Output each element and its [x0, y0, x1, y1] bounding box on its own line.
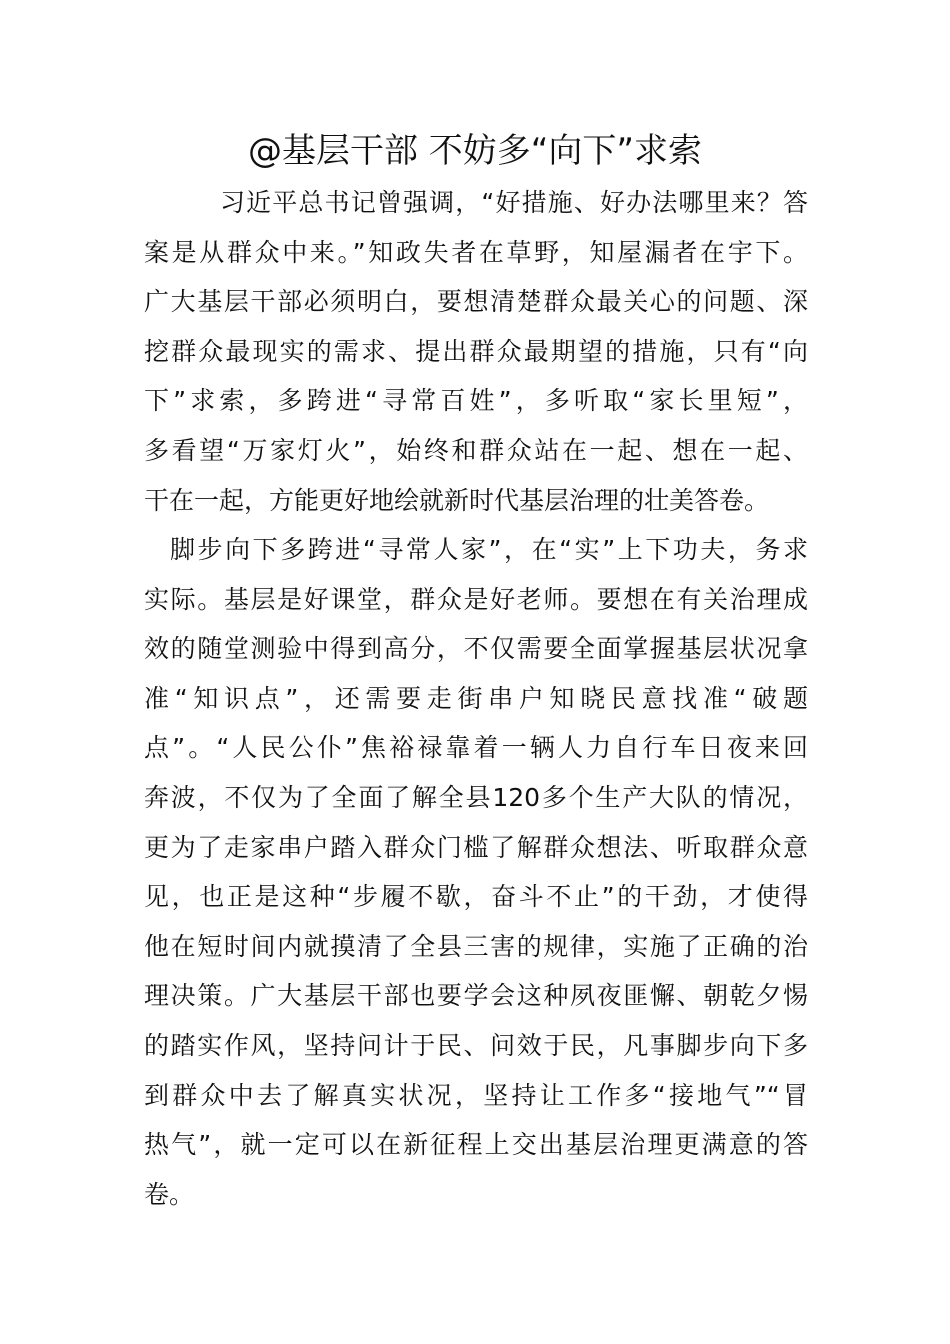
paragraph-1 [144, 178, 808, 525]
paragraph-line: 他在短时间内就摸清了全县三害的规律，实施了正确的治 [144, 931, 808, 961]
paragraph-2 [144, 525, 808, 1219]
paragraph-line: 实际。基层是好课堂，群众是好老师。要想在有关治理成 [144, 584, 808, 614]
paragraph-line: 广大基层干部必须明白，要想清楚群众最关心的问题、深 [144, 287, 808, 317]
paragraph-line: 更为了走家串户踏入群众门槛了解群众想法、听取群众意 [144, 832, 808, 862]
paragraph-line: 卷。 [144, 1179, 195, 1209]
paragraph-line: 干在一起，方能更好地绘就新时代基层治理的壮美答卷。 [144, 485, 770, 515]
paragraph-line: 理决策。广大基层干部也要学会这种夙夜匪懈、朝乾夕惕 [144, 981, 808, 1011]
paragraph-line: 奔波，不仅为了全面了解全县120多个生产大队的情况， [144, 782, 808, 812]
paragraph-line: 案是从群众中来。”知政失者在草野，知屋漏者在宇下。 [144, 237, 808, 267]
paragraph-line: 见，也正是这种“步履不歇，奋斗不止”的干劲，才使得 [144, 882, 808, 912]
paragraph-line: 习近平总书记曾强调，“好措施、好办法哪里来？答 [220, 188, 808, 217]
paragraph-line: 脚步向下多跨进“寻常人家”，在“实”上下功夫，务求 [170, 535, 808, 564]
paragraph-line: 效的随堂测验中得到高分，不仅需要全面掌握基层状况拿 [144, 634, 808, 664]
paragraph-line: 下”求索，多跨进“寻常百姓”，多听取“家长里短”， [144, 386, 808, 416]
paragraph-line: 热气”，就一定可以在新征程上交出基层治理更满意的答 [144, 1130, 808, 1160]
article-title: @基层干部 不妨多“向下”求索 [247, 131, 703, 171]
paragraph-line: 点”。“人民公仆”焦裕禄靠着一辆人力自行车日夜来回 [144, 733, 808, 763]
paragraph-line: 准“知识点”，还需要走街串户知晓民意找准“破题 [144, 683, 808, 713]
paragraph-line: 挖群众最现实的需求、提出群众最期望的措施，只有“向 [144, 336, 808, 366]
paragraph-line: 的踏实作风，坚持问计于民、问效于民，凡事脚步向下多 [144, 1030, 808, 1060]
paragraph-line: 多看望“万家灯火”，始终和群众站在一起、想在一起、 [144, 435, 808, 465]
paragraph-line: 到群众中去了解真实状况，坚持让工作多“接地气”“冒 [144, 1080, 808, 1110]
